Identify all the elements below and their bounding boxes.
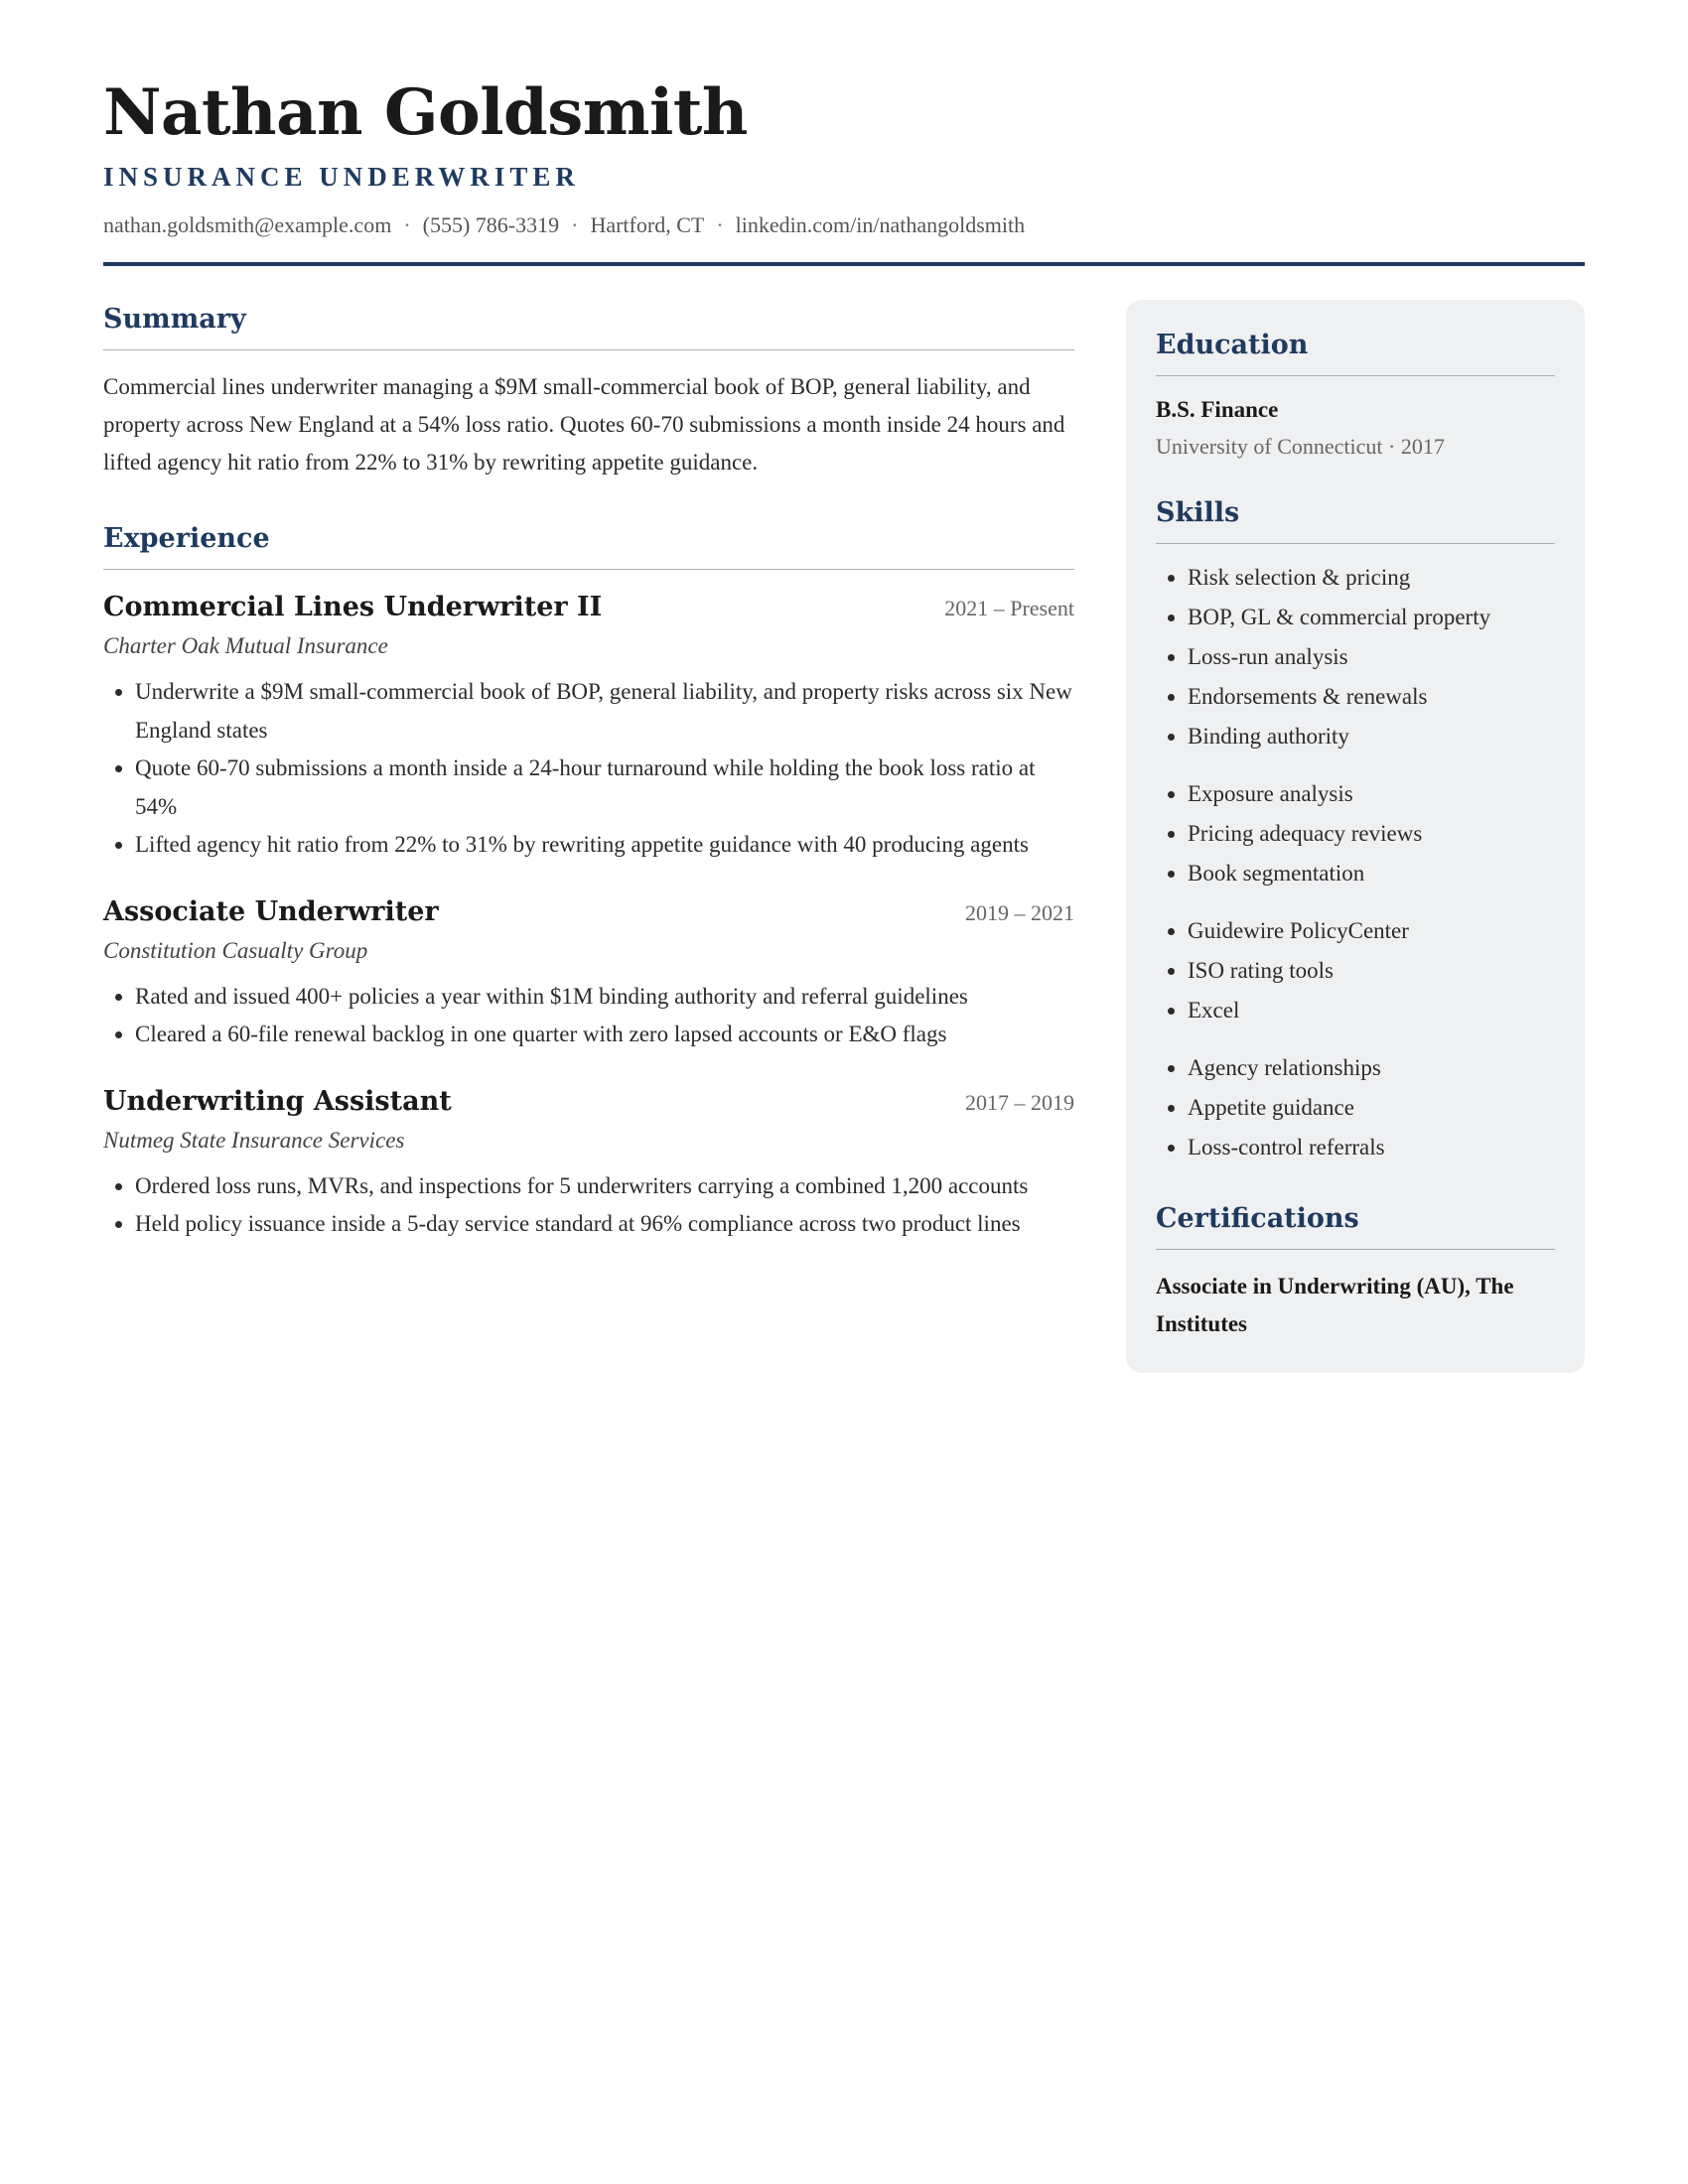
skills-heading: Skills — [1156, 497, 1240, 528]
education-section — [1156, 328, 1555, 462]
summary-heading: Summary — [103, 304, 246, 335]
job-bullet: • Rated and issued 400+ policies a year within $1M binding authority and referral guidelines — [135, 978, 1074, 1017]
resume-page — [103, 71, 1585, 1336]
job-role: Commercial Lines Underwriter II — [103, 592, 603, 622]
skill-item: • Agency relationships — [1188, 1048, 1555, 1088]
skills-group — [1156, 911, 1555, 1030]
job-bullets — [103, 673, 1074, 865]
skill-item: • Exposure analysis — [1188, 774, 1555, 814]
job-bullets — [103, 1167, 1074, 1244]
job-entry — [103, 1084, 1074, 1244]
job-entry — [103, 894, 1074, 1054]
skill-item: • Excel — [1188, 991, 1555, 1030]
summary-text: Commercial lines underwriter managing a $9M small-commercial book of BOP, general liability, and property across New England at a 54% loss ratio. Quotes 60-70 submissions a month inside 24 hours and lifted agency hit ratio from 22% to 31% by rewriting appetite guidance. — [103, 374, 1065, 475]
sidebar-panel — [1126, 300, 1585, 1373]
resume-header — [103, 71, 1585, 266]
section-divider — [1156, 543, 1555, 544]
job-dates: 2021 – Present — [944, 596, 1074, 620]
section-divider — [103, 349, 1074, 350]
education-heading: Education — [1156, 330, 1309, 360]
job-bullet: • Underwrite a $9M small-commercial book of BOP, general liability, and property risks across six New England states — [135, 673, 1074, 750]
job-role: Underwriting Assistant — [103, 1085, 452, 1117]
skills-section — [1156, 495, 1555, 1167]
skill-item: • Book segmentation — [1188, 854, 1555, 893]
candidate-name: Nathan Goldsmith — [103, 75, 748, 150]
job-entry — [103, 590, 1074, 865]
certifications-heading: Certifications — [1156, 1203, 1359, 1234]
job-bullet: • Held policy issuance inside a 5-day service standard at 96% compliance across two product lines — [135, 1205, 1074, 1244]
experience-heading: Experience — [103, 523, 270, 554]
section-divider — [1156, 1249, 1555, 1250]
contact-location: Hartford, CT — [590, 212, 705, 237]
skill-item: • Guidewire PolicyCenter — [1188, 911, 1555, 951]
contact-separator: · — [716, 212, 724, 237]
certification-item: Associate in Underwriting (AU), The Institutes — [1156, 1274, 1514, 1336]
main-column — [103, 302, 1074, 1244]
skill-item: • Risk selection & pricing — [1188, 558, 1555, 598]
skills-group — [1156, 558, 1555, 756]
job-dates: 2017 – 2019 — [965, 1089, 1074, 1115]
education-degree: B.S. Finance — [1156, 397, 1279, 422]
skill-item: • Loss-run analysis — [1188, 637, 1555, 677]
job-dates: 2019 – 2021 — [965, 899, 1074, 925]
skill-item: • ISO rating tools — [1188, 951, 1555, 991]
contact-phone: (555) 786-3319 — [422, 212, 560, 237]
candidate-title: INSURANCE UNDERWRITER — [103, 162, 580, 192]
skill-item: • Endorsements & renewals — [1188, 677, 1555, 717]
job-bullets — [103, 978, 1074, 1054]
skill-item: • Pricing adequacy reviews — [1188, 814, 1555, 854]
job-company: Constitution Casualty Group — [103, 937, 368, 963]
job-bullet: • Cleared a 60-file renewal backlog in one quarter with zero lapsed accounts or E&O flags — [135, 1016, 1074, 1054]
skill-item: • Appetite guidance — [1188, 1088, 1555, 1128]
section-divider — [1156, 375, 1555, 376]
section-divider — [103, 569, 1074, 570]
skill-item: • Binding authority — [1188, 717, 1555, 756]
experience-section — [103, 521, 1074, 1244]
skill-item: • Loss-control referrals — [1188, 1128, 1555, 1167]
job-company: Charter Oak Mutual Insurance — [103, 633, 388, 658]
header-divider — [103, 262, 1585, 266]
job-bullet: • Lifted agency hit ratio from 22% to 31% by rewriting appetite guidance with 40 producing agents — [135, 826, 1074, 865]
contact-linkedin[interactable]: linkedin.com/in/nathangoldsmith — [735, 212, 1026, 237]
job-header — [103, 590, 1074, 625]
job-header — [103, 1084, 1074, 1120]
certifications-section — [1156, 1201, 1555, 1343]
contact-email[interactable]: nathan.goldsmith@example.com — [103, 212, 392, 237]
skills-group — [1156, 1048, 1555, 1167]
contact-separator: · — [403, 212, 411, 237]
contact-line — [103, 210, 1585, 240]
contact-separator: · — [571, 212, 579, 237]
education-school: University of Connecticut · 2017 — [1156, 434, 1445, 459]
job-bullet: • Ordered loss runs, MVRs, and inspections for 5 underwriters carrying a combined 1,200 accounts — [135, 1167, 1074, 1206]
job-header — [103, 894, 1074, 930]
skill-item: • BOP, GL & commercial property — [1188, 598, 1555, 637]
summary-section — [103, 302, 1074, 481]
job-company: Nutmeg State Insurance Services — [103, 1127, 405, 1153]
skills-group — [1156, 774, 1555, 893]
job-bullet: • Quote 60-70 submissions a month inside a 24-hour turnaround while holding the book loss ratio at 54% — [135, 750, 1074, 826]
job-role: Associate Underwriter — [103, 895, 439, 927]
